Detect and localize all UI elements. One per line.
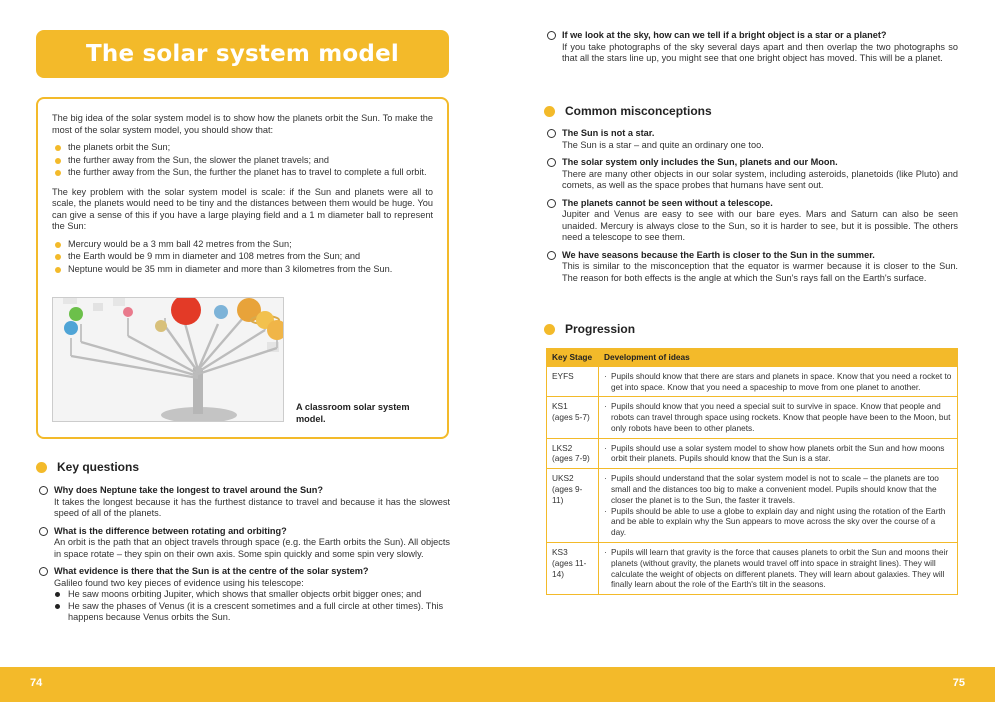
list-item: the further away from the Sun, the further the planet has to travel to complete a full orbit. — [52, 167, 433, 179]
development-cell: · Pupils will learn that gravity is the force that causes planets to orbit the Sun and moons their planets (without gravity, the planets would travel off into space in straight lines). They will calculate the weight of objects on different planets. They will learn about galaxies. They will finally learn about the role of the Earth's tilt in the seasons. — [599, 542, 958, 594]
misconception-block — [546, 198, 958, 244]
orrery-illustration — [53, 298, 284, 422]
list-item: Neptune would be 35 mm in diameter and more than 3 kilometres from the Sun. — [52, 264, 433, 276]
question-block — [38, 566, 450, 624]
stage-cell: EYFS — [547, 366, 599, 397]
question-text: What is the difference between rotating and orbiting? — [38, 526, 450, 538]
list-item: the Earth would be 9 mm in diameter and 108 metres from the Sun; and — [52, 251, 433, 263]
explanation-text: Jupiter and Venus are easy to see with our bare eyes. Mars and Saturn can also be seen unaided. Mercury is always close to the Sun, so it is harder to see, but it is possible. The others need a telescope to see them. — [562, 209, 958, 242]
page-title-banner — [36, 30, 449, 78]
answer-text: It takes the longest because it has the furthest distance to travel and because it has the slowest speed of all of the planets. — [54, 496, 450, 518]
misconceptions-heading: Common misconceptions — [544, 104, 712, 119]
answer-text: Galileo found two key pieces of evidence using his telescope: — [54, 577, 304, 588]
table-row — [547, 542, 958, 594]
development-cell: · Pupils should know that there are stars and planets in space. Know that you need a rocket to get into space. Know that you need a spaceship to move from one planet to another. — [599, 366, 958, 397]
question-text: If we look at the sky, how can we tell if a bright object is a star or a planet? — [546, 30, 958, 42]
column-header-key-stage: Key Stage — [547, 349, 599, 367]
intro-bullets-2 — [52, 239, 433, 276]
page-title: The solar system model — [86, 40, 399, 67]
stage-cell: LKS2 (ages 7-9) — [547, 438, 599, 469]
list-item: He saw moons orbiting Jupiter, which shows that smaller objects orbit bigger ones; and — [54, 589, 450, 601]
table-header-row — [547, 349, 958, 367]
table-row — [547, 438, 958, 469]
development-cell: · Pupils should understand that the solar system model is not to scale – the planets are too small and the distances too big to make a convenient model. Pupils should know that the closer the planet is to the Sun, the faster it travels. · Pupils should be able to use a globe to explain day and night using the rotation of the Earth and be able to explain why the Sun appears to move across the sky over the course of a day. — [599, 469, 958, 543]
misconceptions-list — [546, 128, 958, 284]
page-footer-bar — [0, 667, 995, 702]
stage-cell: KS3 (ages 11-14) — [547, 542, 599, 594]
misconception-text: We have seasons because the Earth is closer to the Sun in the summer. — [546, 250, 958, 262]
misconception-text: The solar system only includes the Sun, planets and our Moon. — [546, 157, 958, 169]
left-page — [0, 0, 497, 702]
table-row — [547, 469, 958, 543]
explanation-text: This is similar to the misconception that the equator is warmer because it is closer to the Sun. The reason for both effects is the angle at which the Sun's rays fall on the Earth's surface. — [562, 261, 958, 283]
stage-cell: UKS2 (ages 9-11) — [547, 469, 599, 543]
question-text: Why does Neptune take the longest to travel around the Sun? — [38, 485, 450, 497]
key-questions-list — [38, 485, 450, 624]
intro-box — [36, 97, 449, 439]
bullet-dot-icon — [544, 324, 555, 335]
list-item: the further away from the Sun, the slower the planet travels; and — [52, 155, 433, 167]
top-question-block — [546, 30, 958, 65]
stage-cell: KS1 (ages 5-7) — [547, 397, 599, 438]
misconception-text: The planets cannot be seen without a telescope. — [546, 198, 958, 210]
page-number-right: 75 — [952, 677, 965, 689]
misconception-block — [546, 250, 958, 285]
intro-paragraph-1: The big idea of the solar system model is to show how the planets orbit the Sun. To make the most of the solar system model, you should show that: — [52, 113, 433, 135]
intro-paragraph-2: The key problem with the solar system model is scale: if the Sun and planets were all to scale, the planets would need to be tiny and the distances between them would be huge. You can give a sense of this if you have a large playing field and a 1 m diameter ball to represent the Sun: — [52, 186, 433, 231]
page-number-left: 74 — [30, 677, 43, 689]
evidence-bullets — [38, 589, 450, 624]
misconception-block — [546, 157, 958, 192]
explanation-text: There are many other objects in our solar system, including asteroids, planetoids (like Pluto) and comets, as well as the space probes that humans have sent out. — [562, 168, 958, 190]
solar-system-model-photo — [52, 297, 284, 422]
right-page — [498, 0, 995, 702]
progression-table — [546, 348, 958, 595]
list-item: He saw the phases of Venus (it is a crescent sometimes and a full circle at other times). This happens because Venus orbits the Sun. — [54, 601, 450, 624]
answer-text: An orbit is the path that an object travels through space (e.g. the Earth orbits the Sun). All objects in space rotate – they spin on their own axis. Some spin quickly and some spin very slowly. — [54, 537, 450, 559]
photo-caption: A classroom solar system model. — [296, 402, 410, 424]
question-block — [38, 485, 450, 520]
question-text: What evidence is there that the Sun is at the centre of the solar system? — [38, 566, 450, 578]
development-cell: · Pupils should use a solar system model to show how planets orbit the Sun and how moons orbit their planets. Pupils should know that the Sun is a star. — [599, 438, 958, 469]
answer-text: If you take photographs of the sky several days apart and then overlap the two photographs so that all the stars line up, you might see that one bright object has moved. This will be a planet. — [562, 41, 958, 63]
bullet-dot-icon — [544, 106, 555, 117]
list-item: Mercury would be a 3 mm ball 42 metres from the Sun; — [52, 239, 433, 251]
development-cell: · Pupils should know that you need a special suit to survive in space. Know that people and robots can travel through space using rockets. Know that people have been to the Moon, but only robots have been to other planets. — [599, 397, 958, 438]
key-questions-heading: Key questions — [36, 460, 139, 475]
list-item: the planets orbit the Sun; — [52, 142, 433, 154]
intro-bullets-1 — [52, 142, 433, 179]
bullet-dot-icon — [36, 462, 47, 473]
table-row — [547, 397, 958, 438]
column-header-development: Development of ideas — [599, 349, 958, 367]
misconception-block — [546, 128, 958, 151]
misconception-text: The Sun is not a star. — [546, 128, 958, 140]
explanation-text: The Sun is a star – and quite an ordinary one too. — [562, 139, 764, 150]
question-block — [38, 526, 450, 561]
table-row — [547, 366, 958, 397]
progression-heading: Progression — [544, 322, 635, 337]
